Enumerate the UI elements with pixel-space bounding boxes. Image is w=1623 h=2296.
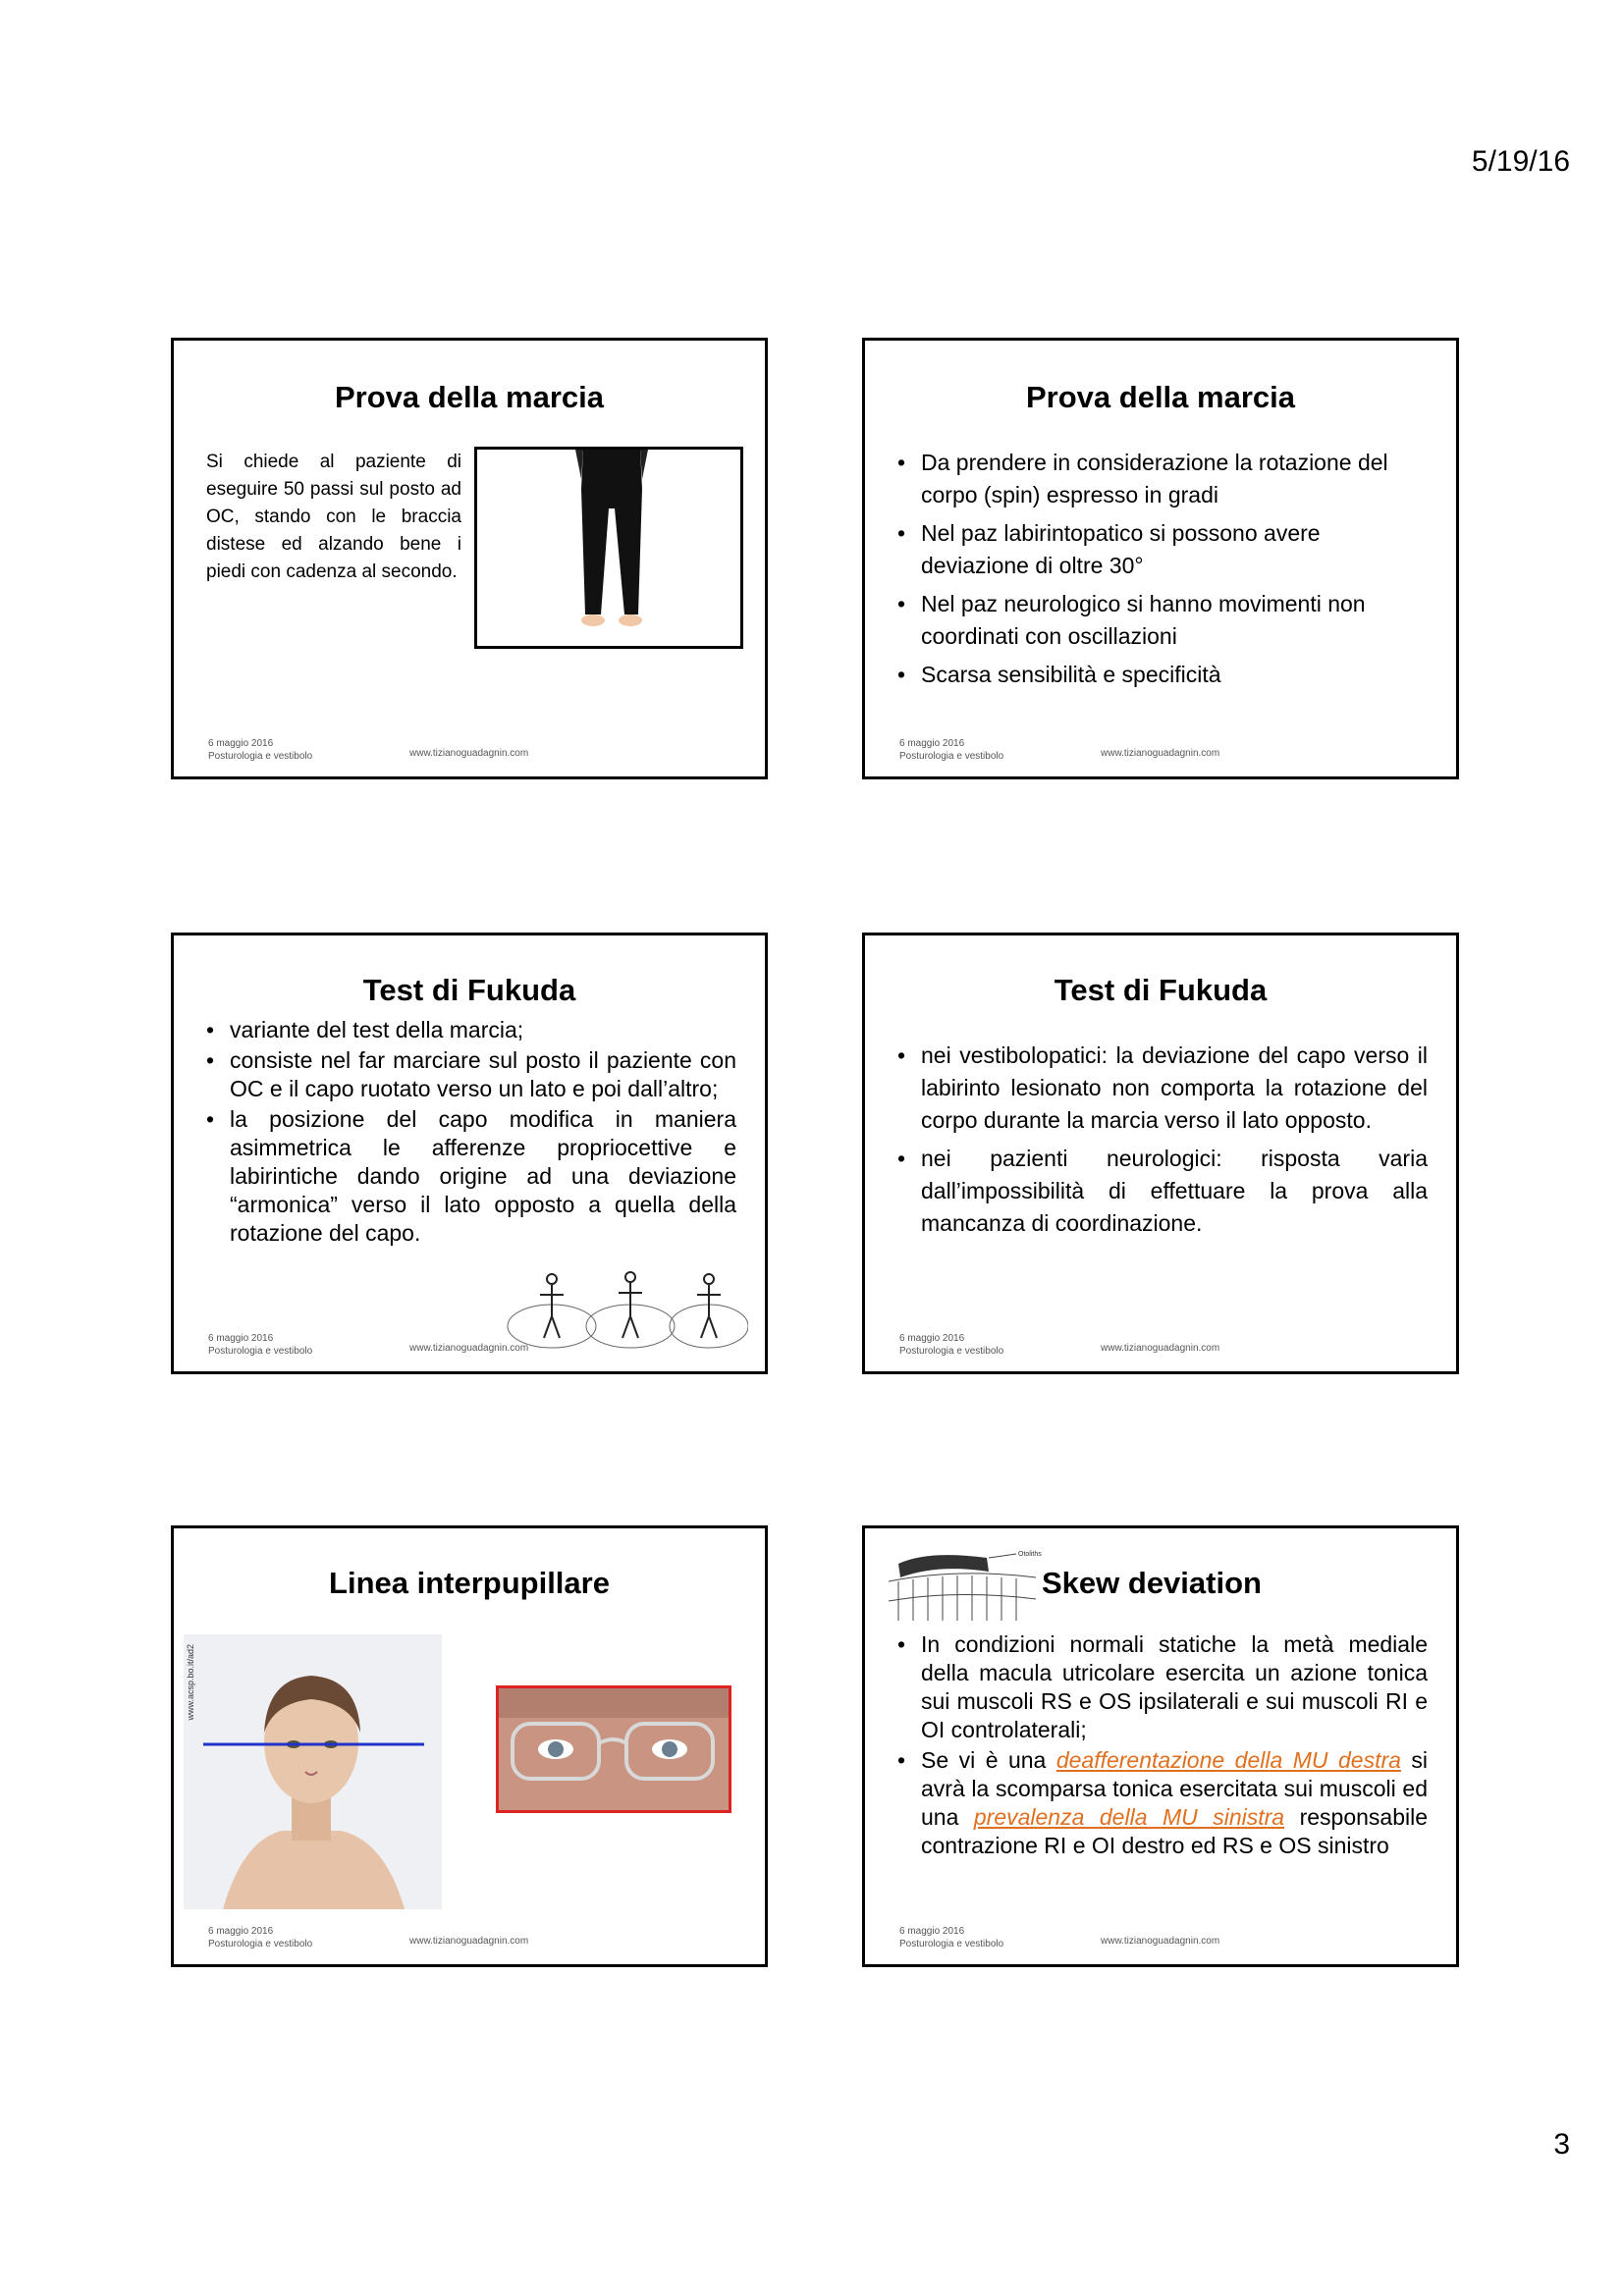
slide-5	[171, 1525, 768, 1967]
bullet-list	[897, 447, 1428, 697]
footer-date: 6 maggio 2016 Posturologia e vestibolo	[899, 738, 1004, 762]
bullet-item: • la posizione del capo modifica in maniera asimmetrica le afferenze propriocettive e labirintiche dando origine ad una deviazione “armonica” verso il lato opposto a quella della rotazione del capo.	[206, 1105, 736, 1248]
slide-4	[862, 933, 1459, 1374]
footer-url: www.tizianoguadagnin.com	[409, 748, 529, 759]
otolith-label: Otoliths	[1018, 1551, 1042, 1558]
bullet-item: • nei pazienti neurologici: risposta varia dall’impossibilità di effettuare la prova alla mancanza di coordinazione.	[897, 1143, 1428, 1240]
footer-date: 6 maggio 2016 Posturologia e vestibolo	[208, 738, 313, 762]
deafferentation-link[interactable]: deafferentazione della MU destra	[1055, 1747, 1401, 1773]
bullet-list	[897, 1630, 1428, 1866]
slide-title: Prova della marcia	[1026, 380, 1295, 414]
page-number: 3	[1553, 2128, 1570, 2161]
footer-date: 6 maggio 2016 Posturologia e vestibolo	[208, 1926, 313, 1949]
footer-date: 6 maggio 2016 Posturologia e vestibolo	[899, 1333, 1004, 1357]
fukuda-step-figures	[503, 1267, 748, 1356]
footer-url: www.tizianoguadagnin.com	[1101, 1343, 1220, 1354]
slide-1	[171, 338, 768, 779]
footer-url: www.tizianoguadagnin.com	[409, 1936, 529, 1947]
eyes-glasses-photo	[496, 1685, 731, 1813]
walking-person-photo	[474, 447, 743, 649]
slide-title: Prova della marcia	[335, 380, 604, 414]
otolith-diagram	[879, 1542, 1046, 1629]
bullet-item: • In condizioni normali statiche la metà mediale della macula utricolare esercita un azione tonica sui muscoli RS e OS ipsilaterali e sui muscoli RI e OI controlaterali;	[897, 1630, 1428, 1744]
image-watermark: www.acsp.bo.it/ad2	[186, 1644, 195, 1721]
slide-title: Skew deviation	[1042, 1566, 1262, 1600]
bullet-item: • Se vi è una deafferentazione della MU destra si avrà la scomparsa tonica esercitata sui muscoli ed una prevalenza della MU sinistra responsabile contrazione RI e OI destro ed RS e OS sinistro	[897, 1746, 1428, 1860]
page-date: 5/19/16	[1471, 145, 1570, 178]
slide-3	[171, 933, 768, 1374]
slide-2	[862, 338, 1459, 779]
bullet-item: • Nel paz neurologico si hanno movimenti non coordinati con oscillazioni	[897, 588, 1428, 653]
footer-date: 6 maggio 2016 Posturologia e vestibolo	[899, 1926, 1004, 1949]
prevalence-link[interactable]: prevalenza della MU sinistra	[973, 1804, 1285, 1830]
head-model-image	[184, 1634, 442, 1909]
bullet-item: • variante del test della marcia;	[206, 1016, 736, 1044]
bullet-item: • Da prendere in considerazione la rotazione del corpo (spin) espresso in gradi	[897, 447, 1428, 511]
slide-6	[862, 1525, 1459, 1967]
slide-title: Test di Fukuda	[1054, 973, 1268, 1007]
slide-text: Si chiede al paziente di eseguire 50 passi sul posto ad OC, stando con le braccia distese ed alzando bene i piedi con cadenza al secondo.	[206, 452, 461, 582]
bullet-item: • Nel paz labirintopatico si possono avere deviazione di oltre 30°	[897, 517, 1428, 582]
footer-date: 6 maggio 2016 Posturologia e vestibolo	[208, 1333, 313, 1357]
footer-url: www.tizianoguadagnin.com	[1101, 748, 1220, 759]
footer-url: www.tizianoguadagnin.com	[409, 1343, 529, 1354]
bullet-item: • Scarsa sensibilità e specificità	[897, 659, 1428, 691]
bullet-list	[897, 1040, 1428, 1246]
bullet-item: • consiste nel far marciare sul posto il paziente con OC e il capo ruotato verso un lato e poi dall’altro;	[206, 1046, 736, 1103]
bullet-item: • nei vestibolopatici: la deviazione del capo verso il labirinto lesionato non comporta la rotazione del corpo durante la marcia verso il lato opposto.	[897, 1040, 1428, 1137]
footer-url: www.tizianoguadagnin.com	[1101, 1936, 1220, 1947]
slide-title: Linea interpupillare	[329, 1566, 610, 1600]
bullet-list	[206, 1016, 736, 1254]
slide-title: Test di Fukuda	[362, 973, 576, 1007]
